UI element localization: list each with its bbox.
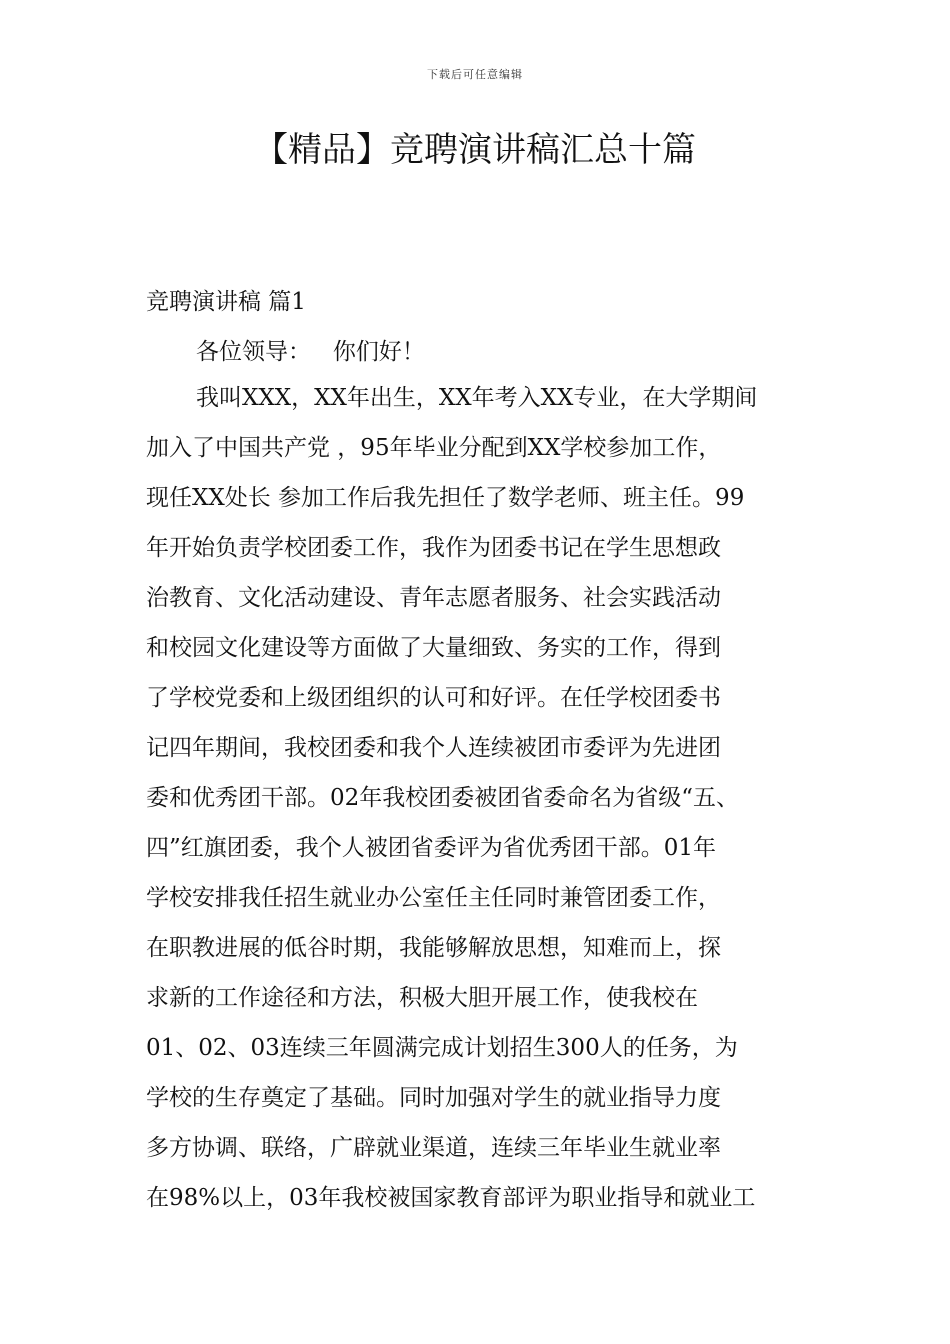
greeting-line: 各位领导： 你们好！ bbox=[196, 339, 425, 365]
paragraph-line: 学校安排我任招生就业办公室任主任同时兼管团委工作， bbox=[146, 885, 721, 911]
paragraph-line: 在职教进展的低谷时期，我能够解放思想，知难而上，探 bbox=[146, 935, 721, 961]
paragraph-line: 和校园文化建设等方面做了大量细致、务实的工作，得到 bbox=[146, 635, 721, 661]
paragraph-line: 四”红旗团委，我个人被团省委评为省优秀团干部。01年 bbox=[146, 835, 717, 861]
paragraph-line: 治教育、文化活动建设、青年志愿者服务、社会实践活动 bbox=[146, 585, 721, 611]
paragraph-line: 在98%以上，03年我校被国家教育部评为职业指导和就业工 bbox=[146, 1185, 756, 1211]
header-note: 下载后可任意编辑 bbox=[427, 68, 523, 81]
paragraph-line: 加入了中国共产党 ，95年毕业分配到XX学校参加工作， bbox=[146, 435, 722, 461]
paragraph-line: 多方协调、联络，广辟就业渠道，连续三年毕业生就业率 bbox=[146, 1135, 721, 1161]
section-heading: 竞聘演讲稿 篇1 bbox=[146, 289, 306, 315]
page-title: 【精品】竞聘演讲稿汇总十篇 bbox=[254, 130, 696, 170]
paragraph-line: 求新的工作途径和方法，积极大胆开展工作，使我校在 bbox=[146, 985, 698, 1011]
paragraph-line: 年开始负责学校团委工作，我作为团委书记在学生思想政 bbox=[146, 535, 721, 561]
paragraph-line: 现任XX处长 参加工作后我先担任了数学老师、班主任。99 bbox=[146, 485, 745, 511]
body-paragraph bbox=[146, 378, 816, 1228]
paragraph-line: 了学校党委和上级团组织的认可和好评。在任学校团委书 bbox=[146, 685, 721, 711]
paragraph-line: 学校的生存奠定了基础。同时加强对学生的就业指导力度 bbox=[146, 1085, 721, 1111]
paragraph-line: 记四年期间，我校团委和我个人连续被团市委评为先进团 bbox=[146, 735, 721, 761]
paragraph-line: 委和优秀团干部。02年我校团委被团省委命名为省级“五、 bbox=[146, 785, 740, 811]
paragraph-line: 01、02、03连续三年圆满完成计划招生300人的任务，为 bbox=[146, 1035, 738, 1061]
paragraph-line: 我叫XXX，XX年出生，XX年考入XX专业，在大学期间 bbox=[196, 385, 758, 411]
